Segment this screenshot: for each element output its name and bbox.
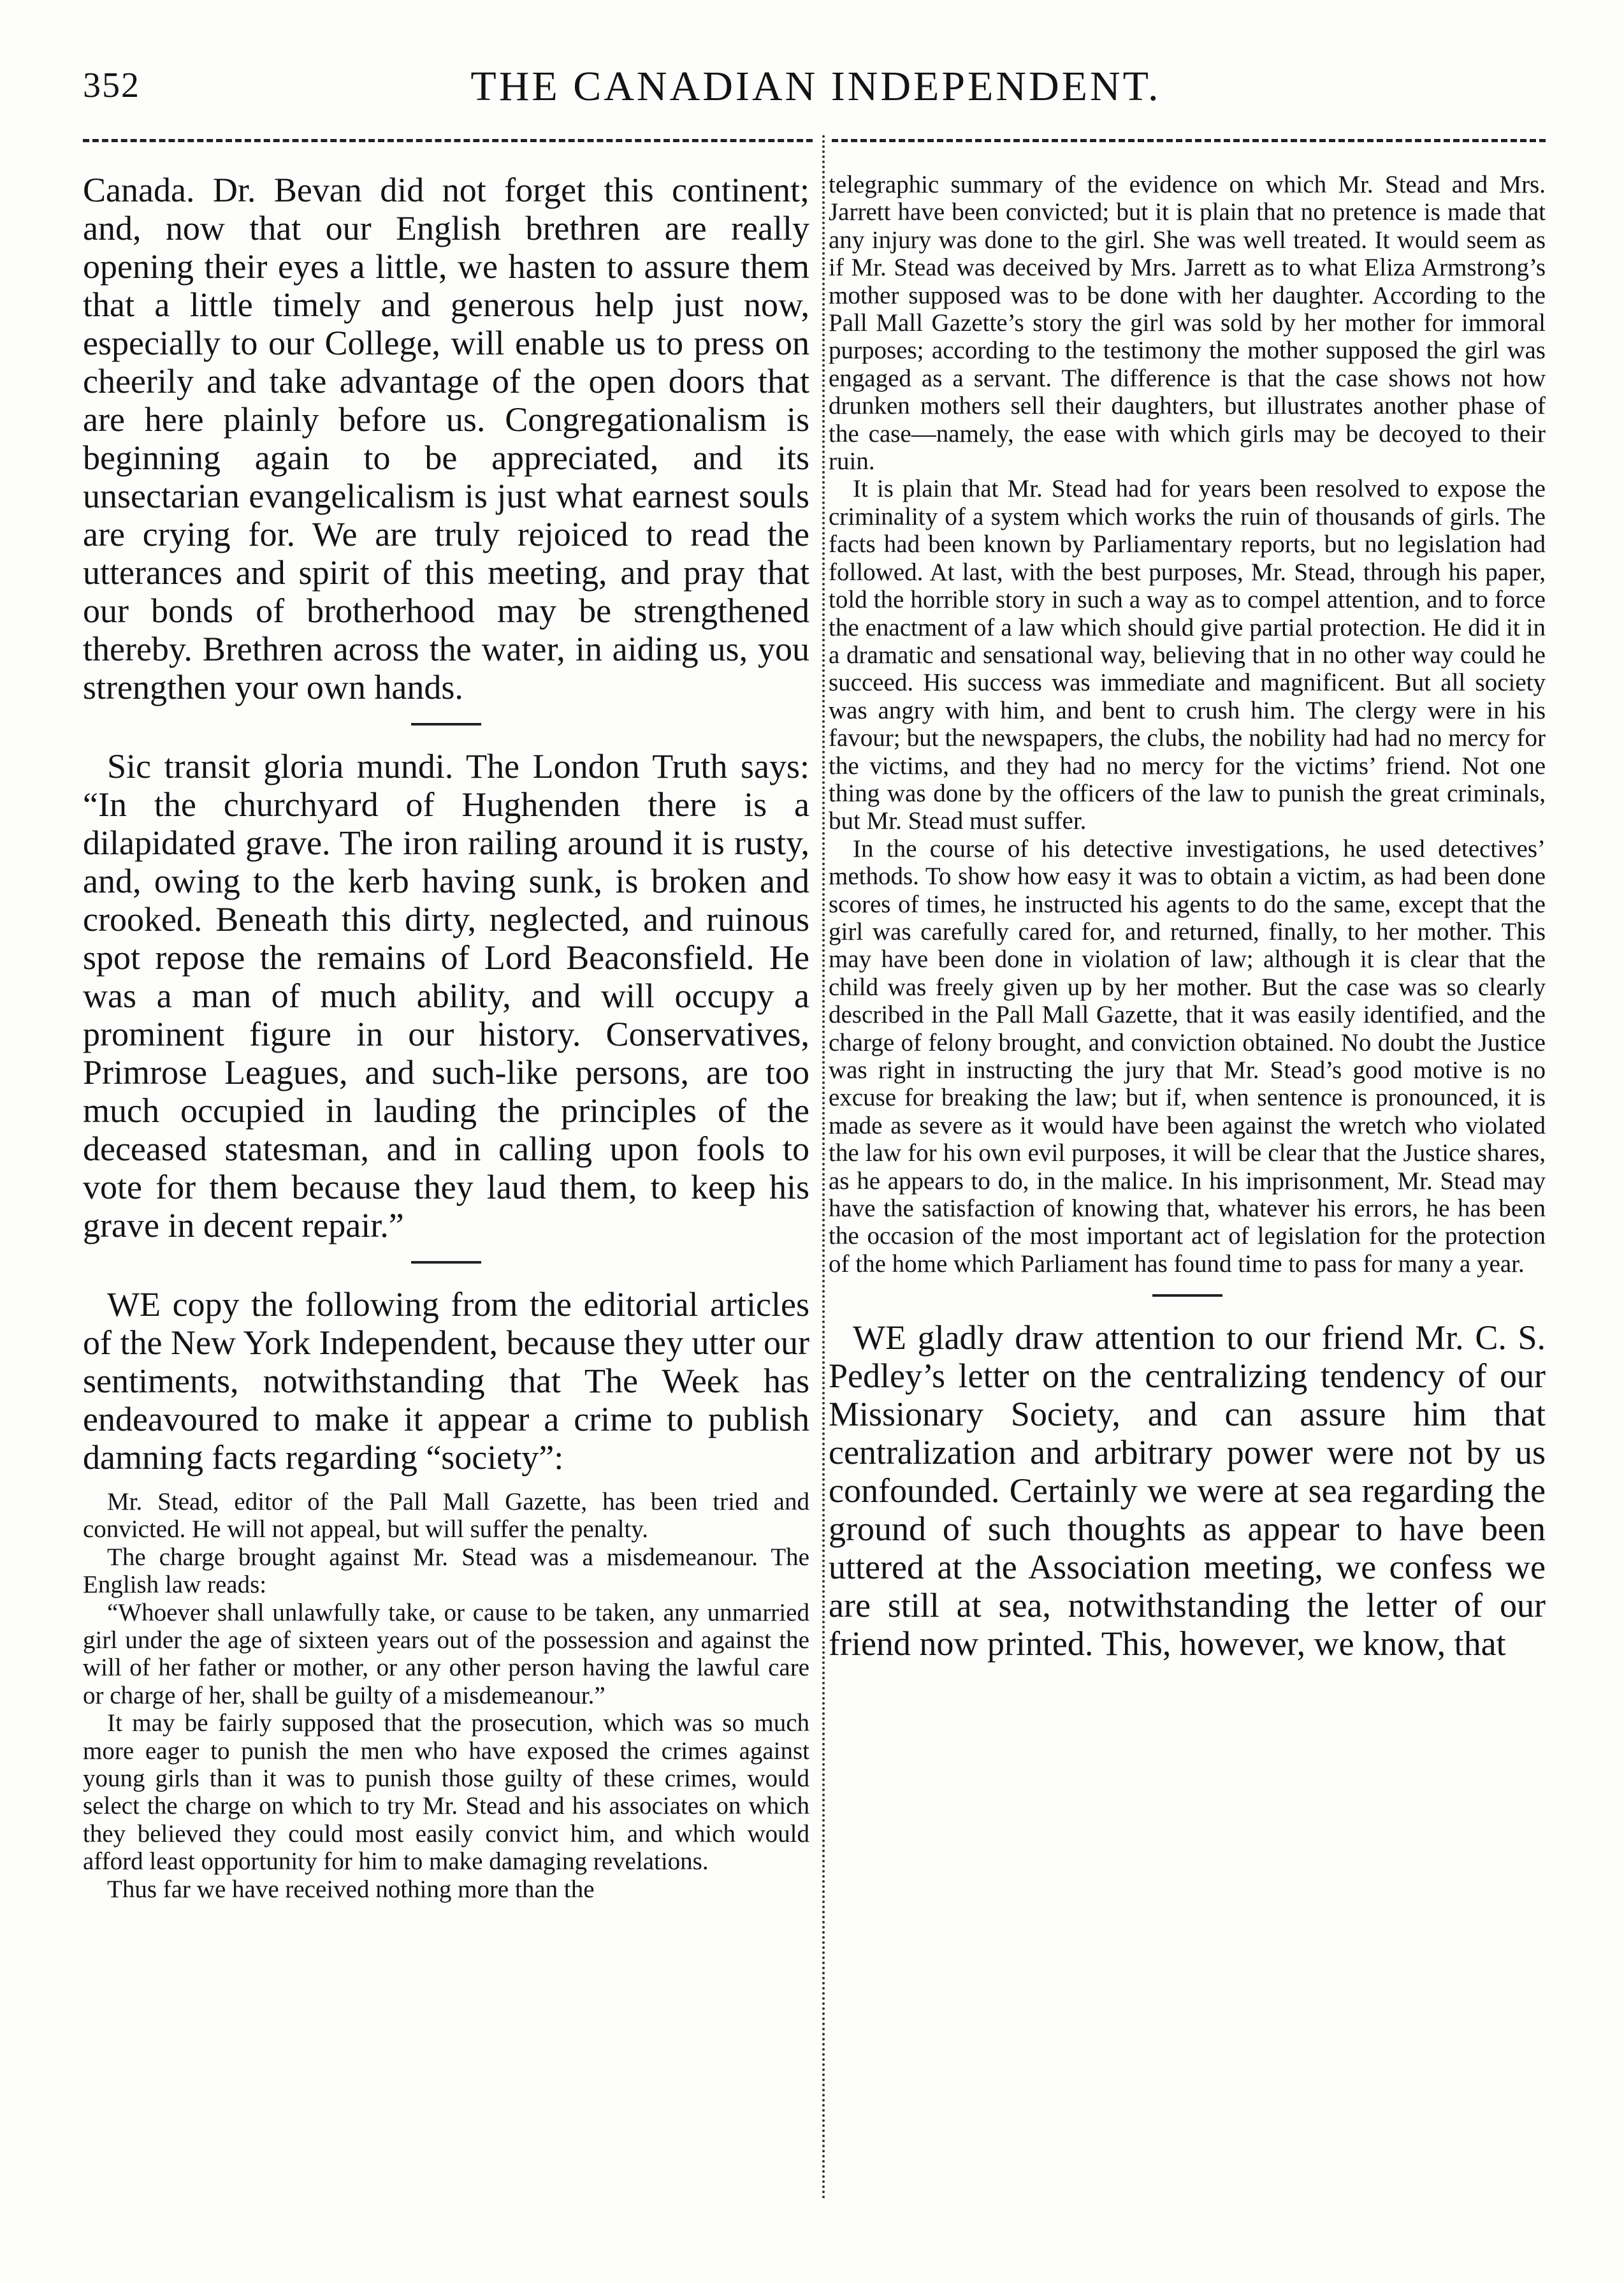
journal-title: THE CANADIAN INDEPENDENT. bbox=[470, 63, 1161, 110]
section-separator bbox=[411, 1261, 481, 1264]
paragraph-pedley-letter: WE gladly draw attention to our friend Mr. C. S. Pedley’s letter on the centralizing tendency of our Missionary Society, and can assure him that centralization and arbitrary power were not by us confounded. Certainly we were at sea regarding the ground of such thoughts as appear to have been uttered at the Association meeting, we confess we are still at sea, notwithstanding the letter of our friend now printed. This, however, we know, that bbox=[829, 1318, 1546, 1663]
quoted-paragraph: telegraphic summary of the evidence on which Mr. Stead and Mrs. Jarrett have been convicted; but it is plain that no pretence is made that any injury was done to the girl. She was well treated. It would seem as if Mr. Stead was deceived by Mrs. Jarrett as to what Eliza Armstrong’s mother supposed was to be done with her daughter. According to the Pall Mall Gazette’s story the girl was sold by her mother for immoral purposes; according to the testimony the mother supposed the girl was engaged as a servant. The difference is that the case shows not how drunken mothers sell their daughters, but illustrates another phase of the case—namely, the ease with which girls may be decoyed to their ruin. bbox=[829, 171, 1546, 476]
quoted-paragraph: Thus far we have received nothing more than the bbox=[107, 1875, 595, 1903]
page-header bbox=[83, 59, 1549, 135]
quoted-law-text: “Whoever shall unlawfully take, or cause to be taken, any unmarried girl under the age of sixteen years out of the possession and against the will of her father or mother, or any other person having the lawful care or charge of her, shall be guilty of a misdemeanour.” bbox=[83, 1598, 809, 1709]
paragraph-sic-transit: Sic transit gloria mundi. The London Truth says: “In the churchyard of Hughenden there is a dilapidated grave. The iron railing around it is rusty, and, owing to the kerb having sunk, is broken and crooked. Beneath this dirty, neglected, and ruinous spot repose the remains of Lord Beaconsfield. He was a man of much ability, and will occupy a prominent figure in our history. Conservatives, Primrose Leagues, and such-like persons, are too much occupied in lauding the principles of the deceased statesman, and in calling upon fools to vote for them because they laud them, to keep his grave in decent repair.” bbox=[83, 747, 809, 1244]
right-column bbox=[829, 171, 1546, 1663]
header-rule-right bbox=[832, 139, 1546, 142]
header-rule-left bbox=[83, 139, 813, 142]
quoted-paragraph: In the course of his detective investigations, he used detectives’ methods. To show how easy it was to obtain a victim, as had been done scores of times, he instructed his agents to do the same, except that the girl was carefully cared for, and returned, finally, to her mother. This may have been done in violation of law; although it is clear that the child was freely given up by her mother. But the case was so clearly described in the Pall Mall Gazette, that it was easily identified, and the charge of felony brought, and conviction obtained. No doubt the Justice was right in instructing the jury that Mr. Stead’s good motive is no excuse for breaking the law; but if, when sentence is pronounced, it is made as severe as it would have been against the wretch who violated the law for his own evil purposes, it will be clear that the Justice shares, as he appears to do, in the malice. In his imprisonment, Mr. Stead may have the satisfaction of knowing that, whatever his errors, he has been the occasion of the most important act of legislation for the protection of the home which Parliament has found time to pass for many a year. bbox=[829, 835, 1546, 1278]
quoted-paragraph: It may be fairly supposed that the prosecution, which was so much more eager to punish the men who have exposed the crimes against young girls than it was to punish those guilty of these crimes, would select the charge on which to try Mr. Stead and his associates on which they believed they could most easily convict him, and which would afford least opportunity for him to make damaging revelations. bbox=[83, 1709, 809, 1876]
section-separator bbox=[1152, 1294, 1222, 1297]
section-separator bbox=[411, 723, 481, 726]
quoted-paragraph: The charge brought against Mr. Stead was a misdemeanour. The English law reads: bbox=[83, 1543, 809, 1599]
column-divider bbox=[822, 135, 825, 2201]
left-column bbox=[83, 171, 809, 1903]
quoted-paragraph: Mr. Stead, editor of the Pall Mall Gazette, has been tried and convicted. He will not appeal, but will suffer the penalty. bbox=[83, 1488, 809, 1543]
quoted-paragraph: It is plain that Mr. Stead had for years been resolved to expose the criminality of a system which works the ruin of thousands of girls. The facts had been known by Parliamentary reports, but no legislation had followed. At last, with the best purposes, Mr. Stead, through his paper, told the horrible story in such a way as to compel attention, and to force the enactment of a law which should give partial protection. He did it in a dramatic and sensational way, believing that in no other way could he succeed. His success was immediate and magnificent. But all society was angry with him, and bent to crush him. The clergy were in his favour; but the newspapers, the clubs, the nobility had had no mercy for the victims, and they had no mercy for the victims’ friend. Not one thing was done by the officers of the law to punish the great criminals, but Mr. Stead must suffer. bbox=[829, 475, 1546, 835]
paragraph-canada-college: Canada. Dr. Bevan did not forget this continent; and, now that our English brethren are really opening their eyes a little, we hasten to assure them that a little timely and generous help just now, especially to our College, will enable us to press on cheerily and take advantage of the open doors that are here plainly before us. Congregationalism is beginning again to be appreciated, and its unsectarian evangelicalism is just what earnest souls are crying for. We are truly rejoiced to read the utterances and spirit of this meeting, and pray that our bonds of brotherhood may be strengthened thereby. Brethren across the water, in aiding us, you strengthen your own hands. bbox=[83, 171, 809, 706]
page-number: 352 bbox=[83, 66, 140, 105]
paragraph-editorial-intro: WE copy the following from the editorial articles of the New York Independent, because they utter our sentiments, notwithstanding that The Week has endeavoured to make it appear a crime to publish damning facts regarding “society”: bbox=[83, 1285, 809, 1477]
